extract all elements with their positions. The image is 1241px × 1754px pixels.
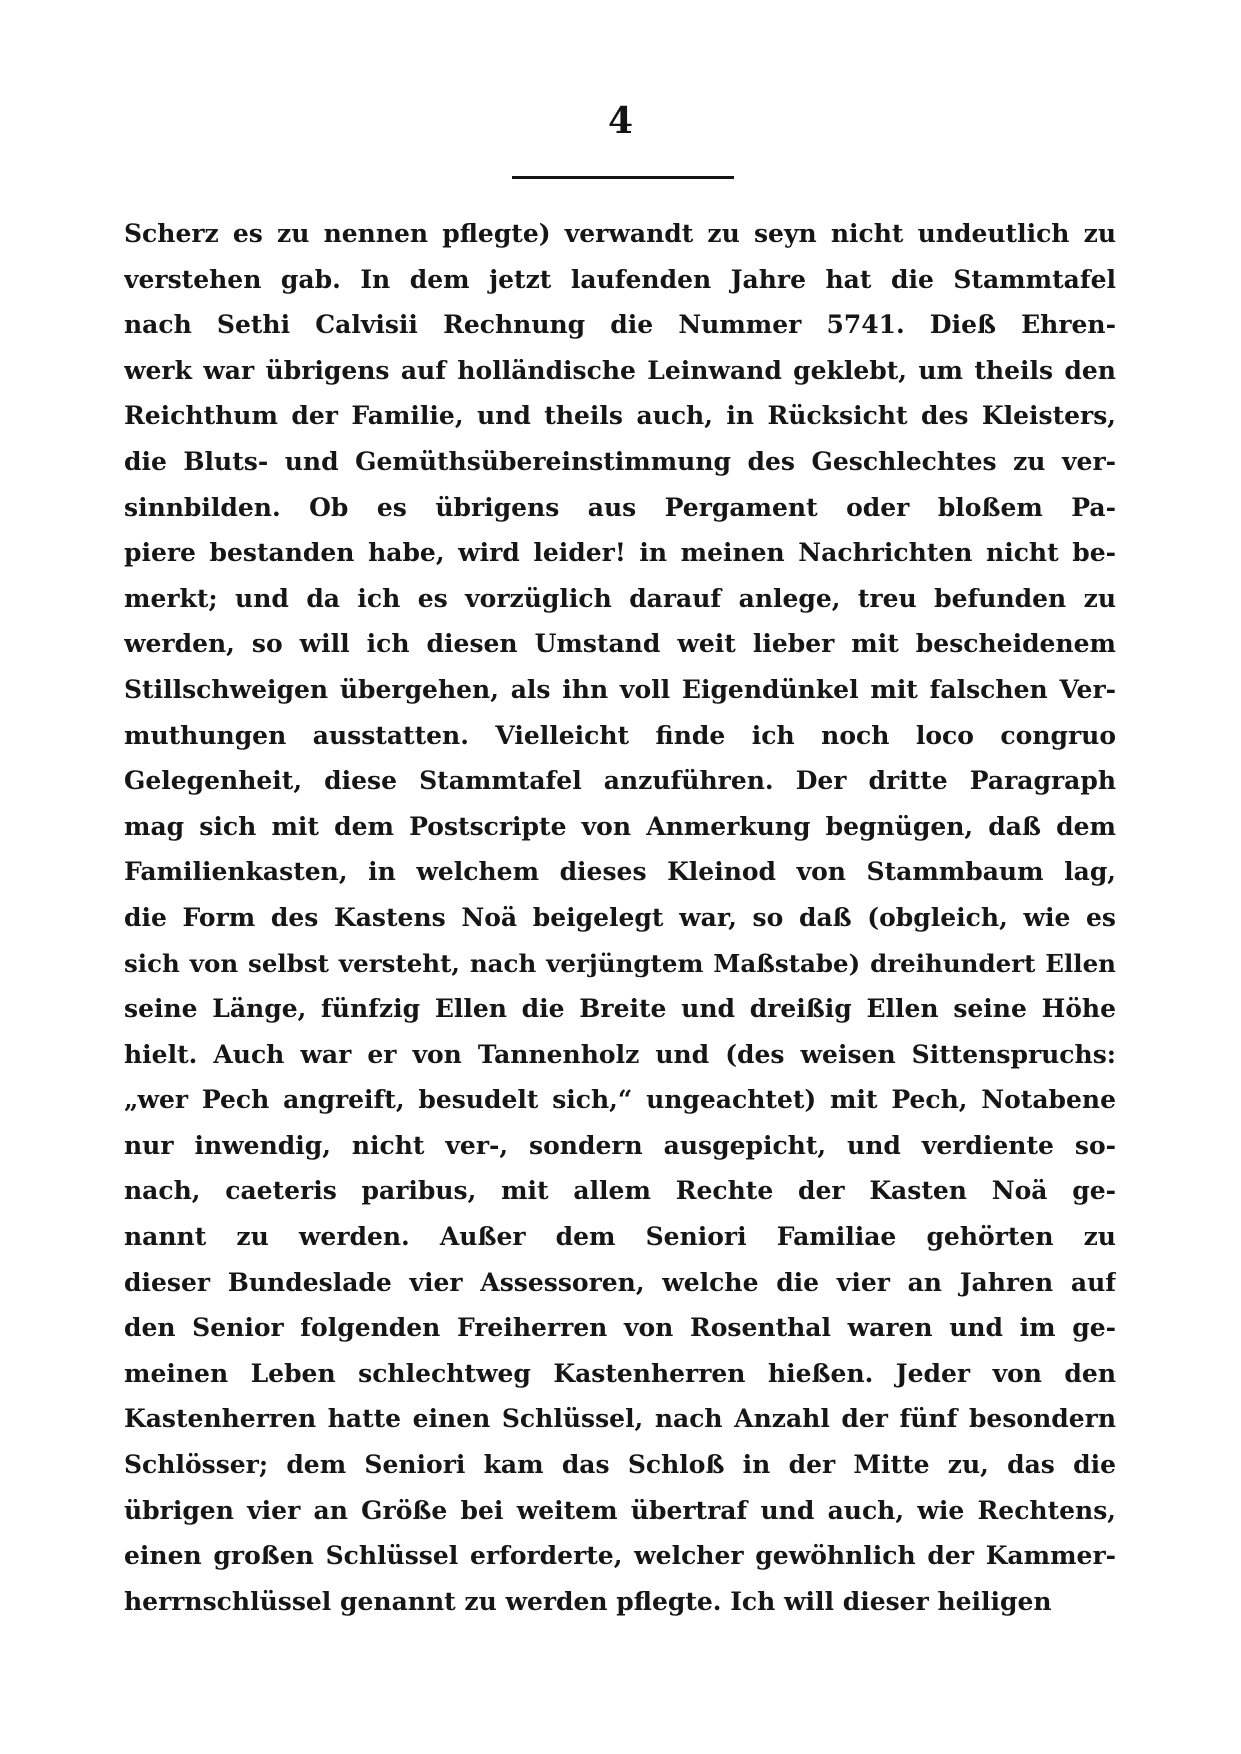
text-line: die Form des Kastens Noä beigelegt war, so daß (obgleich, wie es xyxy=(124,902,1116,932)
header-rule xyxy=(512,176,734,179)
text-line: sinnbilden. Ob es übrigens aus Pergament oder bloßem Pa- xyxy=(124,492,1116,522)
text-line: herrnschlüssel genannt zu werden pflegte. Ich will dieser heiligen xyxy=(124,1586,1052,1616)
text-line: nur inwendig, nicht ver-, sondern ausgepicht, und verdiente so- xyxy=(124,1130,1116,1160)
text-line: die Bluts- und Gemüthsübereinstimmung des Geschlechtes zu ver- xyxy=(124,446,1116,476)
text-line: den Senior folgenden Freiherren von Rosenthal waren und im ge- xyxy=(124,1313,1116,1343)
text-line: nach, caeteris paribus, mit allem Rechte der Kasten Noä ge- xyxy=(124,1176,1116,1206)
text-line: Familienkasten, in welchem dieses Kleinod von Stammbaum lag, xyxy=(124,857,1116,887)
text-line: Reichthum der Familie, und theils auch, in Rücksicht des Kleisters, xyxy=(124,401,1116,431)
text-line: Scherz es zu nennen pflegte) verwandt zu seyn nicht undeutlich zu xyxy=(124,219,1116,248)
text-line: nach Sethi Calvisii Rechnung die Nummer 5741. Dieß Ehren- xyxy=(124,310,1116,340)
body-text xyxy=(124,211,1116,1624)
text-line: einen großen Schlüssel erforderte, welcher gewöhnlich der Kammer- xyxy=(124,1541,1116,1571)
page-number: 4 xyxy=(607,100,634,142)
text-line: merkt; und da ich es vorzüglich darauf anlege, treu befunden zu xyxy=(124,583,1116,613)
text-line: „wer Pech angreift, besudelt sich,“ ungeachtet) mit Pech, Notabene xyxy=(124,1085,1116,1115)
text-line: dieser Bundeslade vier Assessoren, welche die vier an Jahren auf xyxy=(124,1267,1116,1297)
text-line: Stillschweigen übergehen, als ihn voll Eigendünkel mit falschen Ver- xyxy=(124,674,1116,704)
text-line: Schlösser; dem Seniori kam das Schloß in der Mitte zu, das die xyxy=(124,1450,1116,1480)
text-line: mag sich mit dem Postscripte von Anmerkung begnügen, daß dem xyxy=(124,811,1116,841)
text-line: sich von selbst versteht, nach verjüngtem Maßstabe) dreihundert Ellen xyxy=(124,948,1116,978)
text-line: seine Länge, fünfzig Ellen die Breite und dreißig Ellen seine Höhe xyxy=(124,994,1116,1024)
text-line: piere bestanden habe, wird leider! in meinen Nachrichten nicht be- xyxy=(124,538,1116,568)
text-line: übrigen vier an Größe bei weitem übertraf und auch, wie Rechtens, xyxy=(124,1495,1116,1525)
text-line: Gelegenheit, diese Stammtafel anzuführen. Der dritte Paragraph xyxy=(124,766,1116,796)
text-line: werk war übrigens auf holländische Leinwand geklebt, um theils den xyxy=(124,355,1116,385)
text-line: hielt. Auch war er von Tannenholz und (des weisen Sittenspruchs: xyxy=(124,1039,1116,1069)
text-line: meinen Leben schlechtweg Kastenherren hießen. Jeder von den xyxy=(124,1358,1116,1388)
text-line: muthungen ausstatten. Vielleicht finde ich noch loco congruo xyxy=(124,720,1116,750)
text-line: verstehen gab. In dem jetzt laufenden Jahre hat die Stammtafel xyxy=(124,264,1116,294)
text-line: nannt zu werden. Außer dem Seniori Familiae gehörten zu xyxy=(124,1222,1116,1252)
text-line: Kastenherren hatte einen Schlüssel, nach Anzahl der fünf besondern xyxy=(124,1404,1116,1434)
text-line: werden, so will ich diesen Umstand weit lieber mit bescheidenem xyxy=(124,629,1116,659)
